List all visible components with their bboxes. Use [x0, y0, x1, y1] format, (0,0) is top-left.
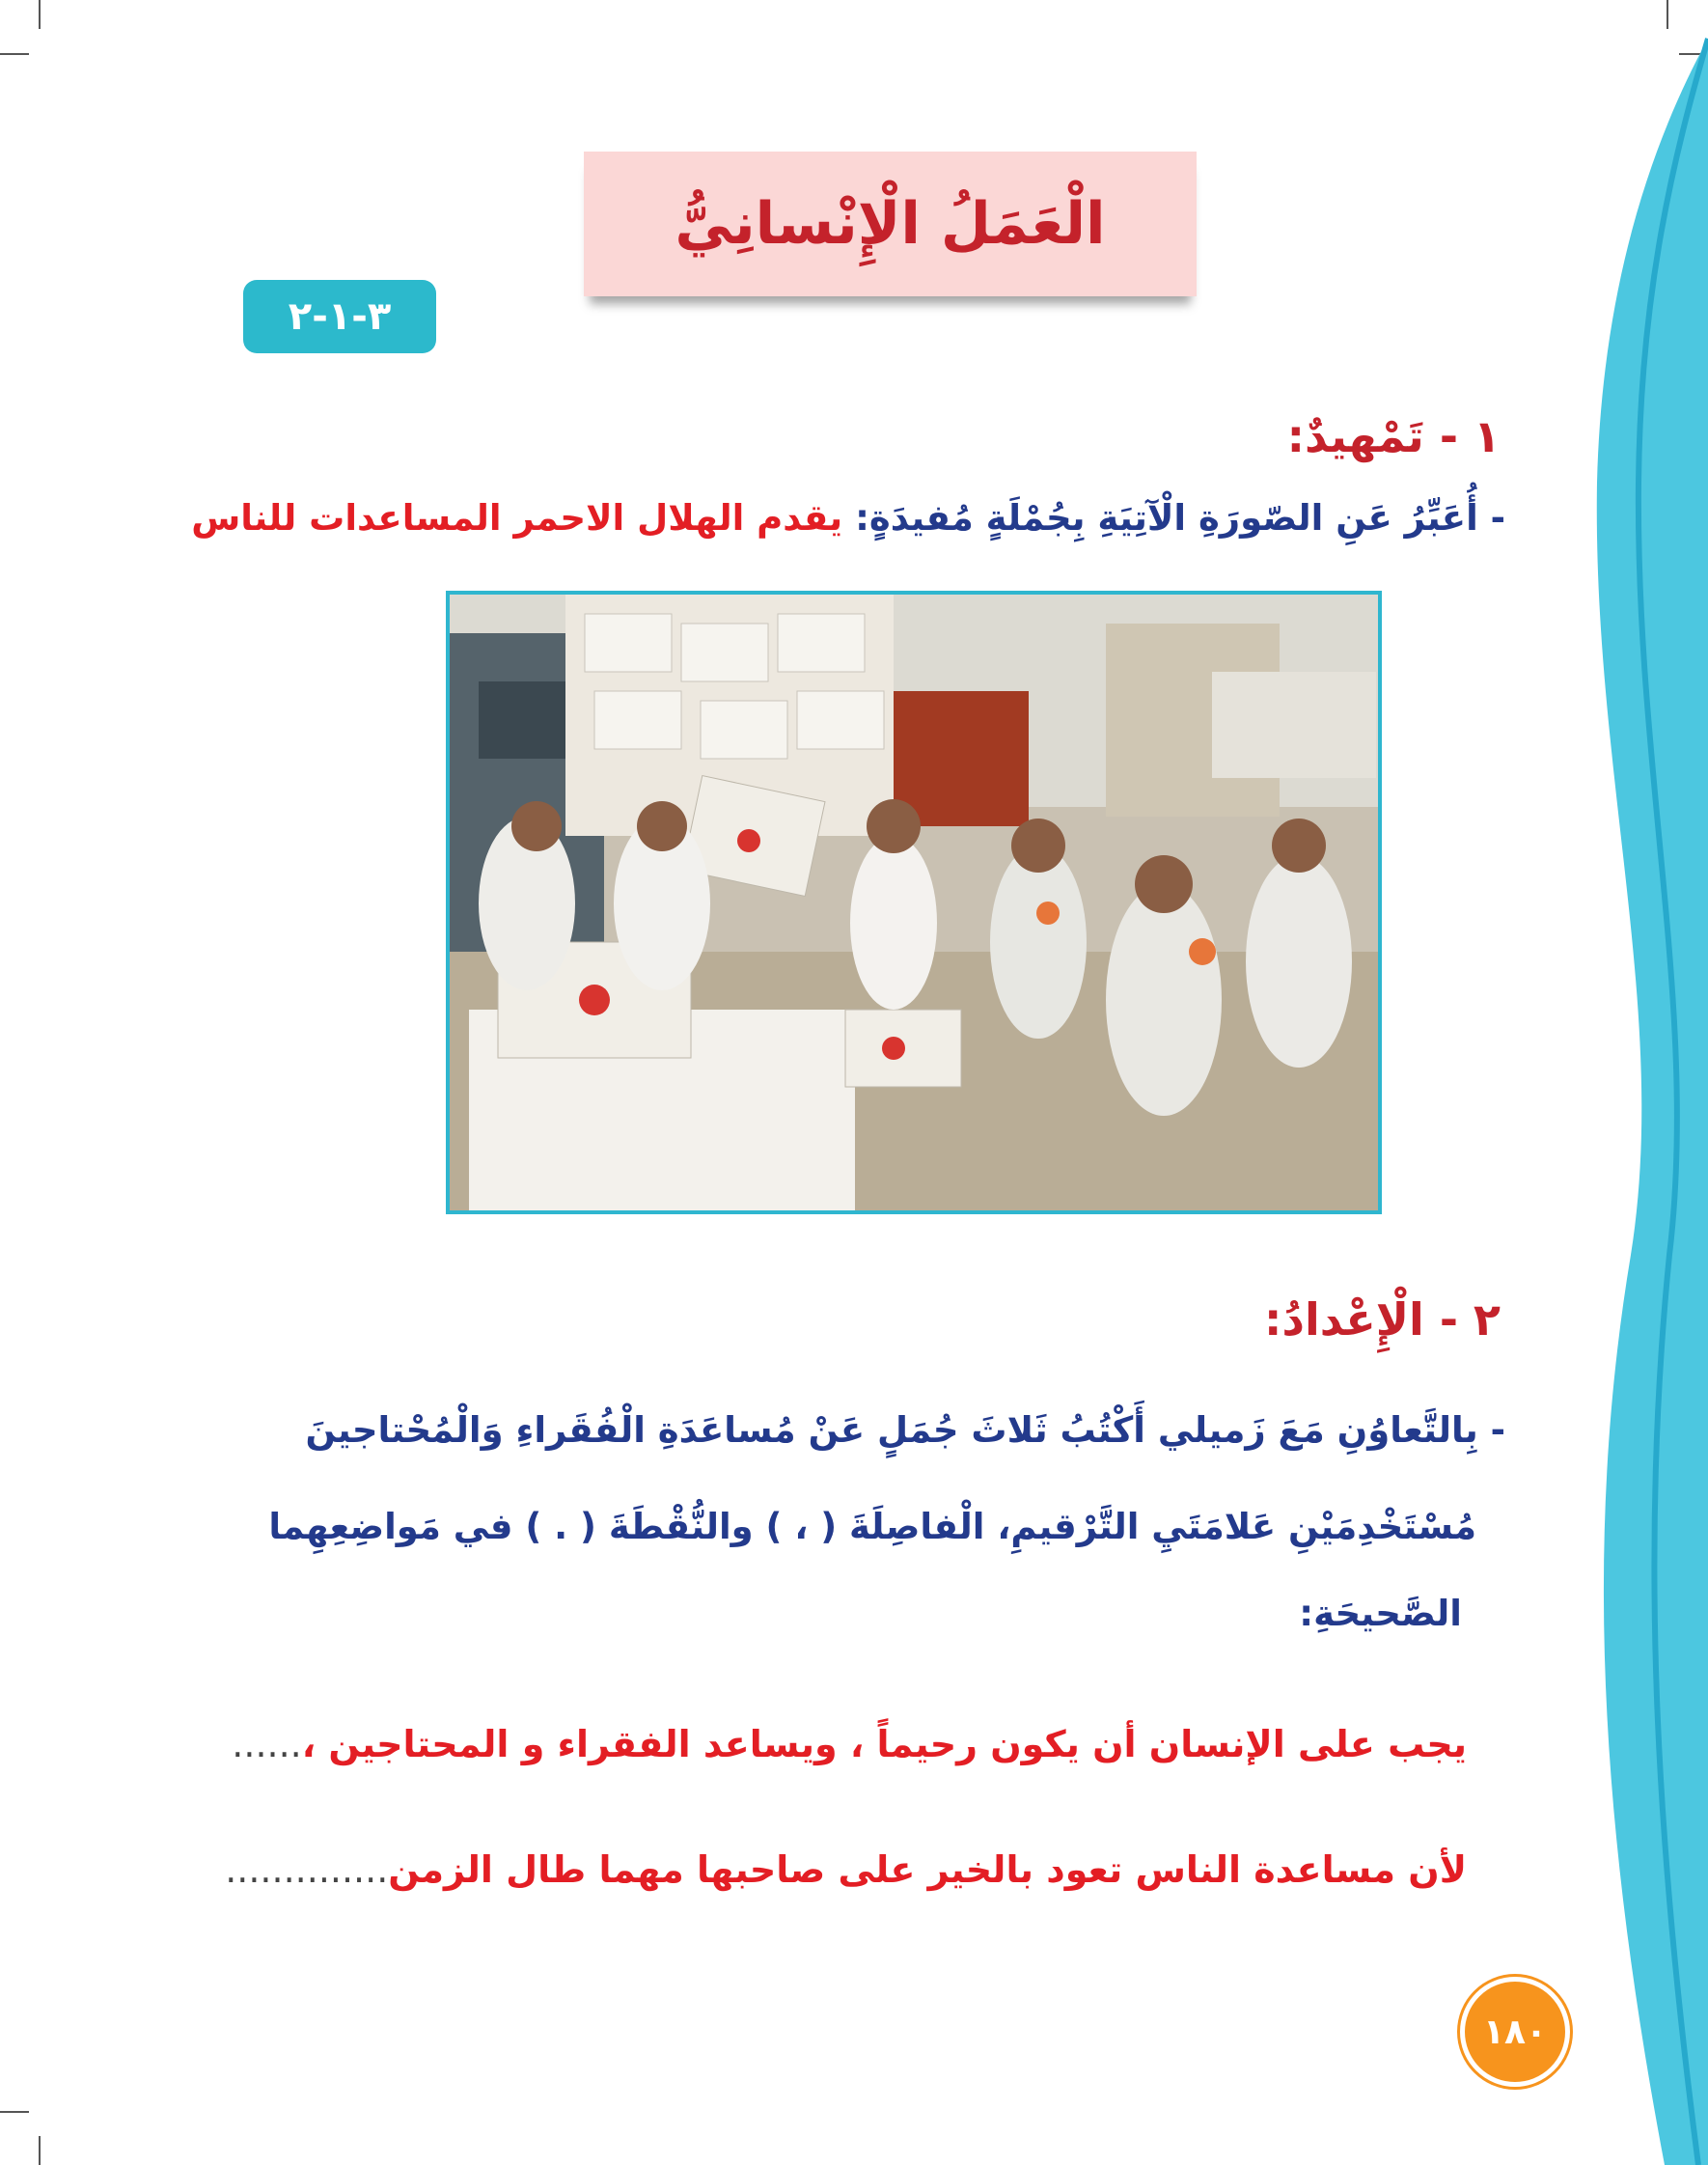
- answer-line-1: [232, 1723, 1467, 1765]
- section1-heading: ١ - تَمْهيدٌ:: [1286, 410, 1501, 462]
- lesson-code: ٣-١-٢: [288, 294, 392, 339]
- page-title: الْعَمَلُ الْإِنْسانِيُّ: [675, 190, 1106, 258]
- lesson-code-badge: [243, 280, 436, 353]
- section2-instruction-line-3: الصَّحيحَةِ:: [1299, 1593, 1462, 1634]
- answer-dots-2: ..............: [225, 1848, 389, 1891]
- crop-mark: [0, 53, 29, 55]
- page-number: ١٨٠: [1483, 2012, 1547, 2052]
- red-crescent-aid-photo: [446, 591, 1382, 1214]
- section2-heading: ٢ - الْإِعْدادُ:: [1264, 1293, 1501, 1346]
- answer-dots-1: ......: [232, 1723, 302, 1765]
- crop-mark: [0, 2111, 29, 2113]
- answer-text-2: لأن مساعدة الناس تعود بالخير على صاحبها مهما طال الزمن: [388, 1848, 1467, 1891]
- crop-mark: [39, 2136, 41, 2165]
- answer-text-1: يجب على الإنسان أن يكون رحيماً ، ويساعد الفقراء و المحتاجين ،: [301, 1723, 1467, 1765]
- section2-instruction-line-1: - بِالتَّعاوُنِ مَعَ زَميلي أَكْتُبُ ثَلاثَ جُمَلٍ عَنْ مُساعَدَةِ الْفُقَراءِ وَالْمُحْتاجينَ: [305, 1409, 1505, 1451]
- title-banner: [584, 152, 1197, 296]
- section2-instruction-line-2: مُسْتَخْدِمَيْنِ عَلامَتَيِ التَّرْقيمِ، الْفاصِلَةَ ( ، ) والنُّقْطَةَ ( . ) في مَواضِعِهِما: [268, 1506, 1476, 1547]
- section1-answer: يقدم الهلال الاحمر المساعدات للناس: [191, 497, 843, 539]
- crop-mark: [39, 0, 41, 29]
- section1-prompt-line: [191, 497, 1505, 539]
- photo-illustration: [450, 595, 1378, 1210]
- page-number-badge: [1460, 1977, 1570, 2087]
- side-wave-decoration: [1563, 0, 1708, 2165]
- section1-prompt: - أُعَبِّرُ عَنِ الصّورَةِ الْآتِيَةِ بِجُمْلَةٍ مُفيدَةٍ:: [855, 497, 1505, 539]
- answer-line-2: [225, 1848, 1467, 1891]
